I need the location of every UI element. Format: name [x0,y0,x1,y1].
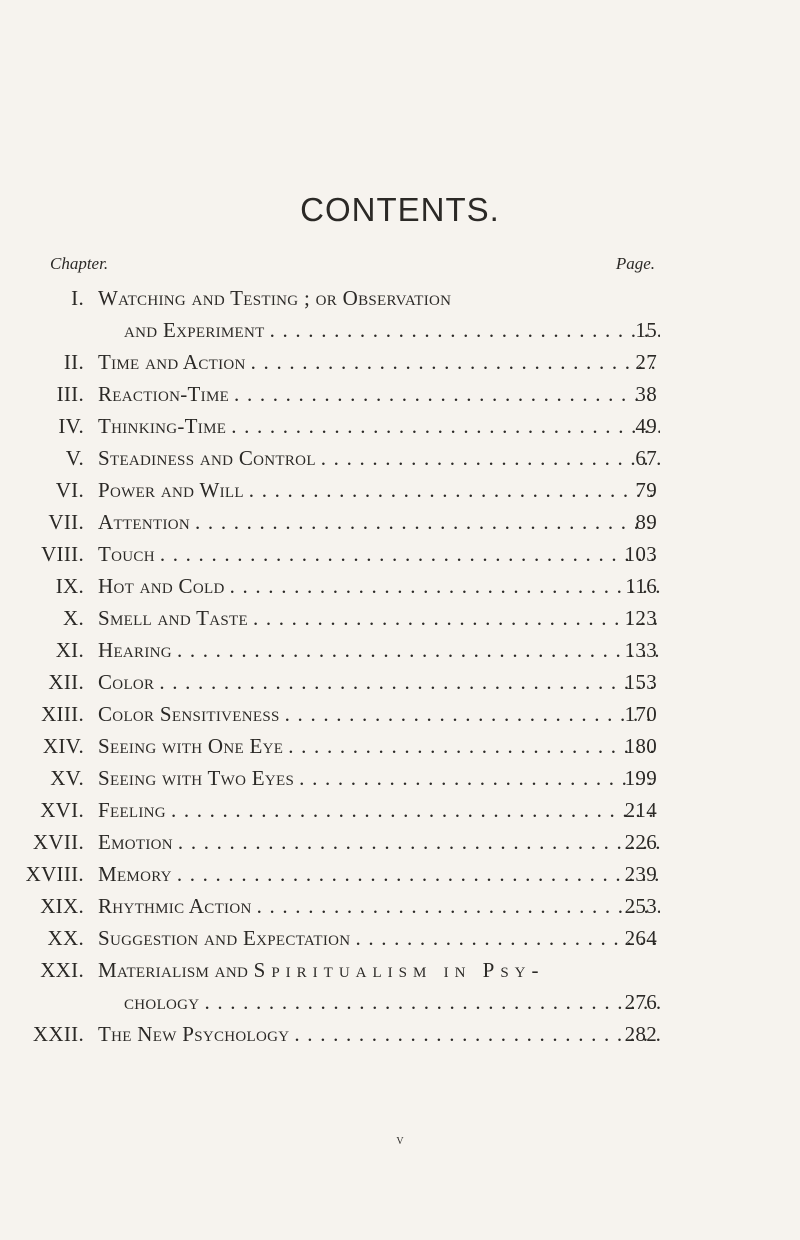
chapter-title: chology [124,990,200,1014]
chapter-title: Power and Will [98,478,244,502]
chapter-number: XVII. [32,830,84,854]
dot-leader [251,346,660,378]
chapter-title: Color [98,670,155,694]
page-column-heading: Page. [615,254,655,273]
chapter-title: Thinking-Time [98,414,227,438]
chapter-number: XXII. [32,1022,84,1046]
page-number: 133 [624,638,657,662]
dot-leader [355,922,660,954]
page-number: 79 [635,478,657,502]
toc-entry [0,730,800,762]
page-number: 239 [624,862,657,886]
chapter-title: Rhythmic Action [98,894,252,918]
chapter-title: Reaction-Time [98,382,230,406]
chapter-number: I. [71,286,84,310]
chapter-number: XI. [55,638,84,662]
chapter-title: The New Psychology [98,1022,290,1046]
dot-leader [159,666,660,698]
chapter-title: and Experiment [124,318,265,342]
toc-entry [0,794,800,826]
dot-leader [285,698,660,730]
dot-leader [257,890,660,922]
toc-entry [0,538,800,570]
chapter-title: Watching and Testing ; or Observation [98,286,452,310]
dot-leader [160,538,660,570]
page-number: 89 [635,510,657,534]
toc-entry [0,602,800,634]
chapter-title-part: Materialism and [98,958,254,982]
dot-leader [234,378,660,410]
chapter-title [98,954,545,986]
toc-entry [0,858,800,890]
dot-leader [178,826,660,858]
page-number: 49 [635,414,657,438]
chapter-title: Seeing with One Eye [98,734,284,758]
chapter-number: III. [56,382,84,406]
chapter-title: Hot and Cold [98,574,225,598]
chapter-number: XV. [50,766,84,790]
page-number: 170 [624,702,657,726]
chapter-number: XXI. [40,958,84,982]
toc-entry [0,762,800,794]
chapter-number: XIV. [42,734,84,758]
dot-leader [171,794,660,826]
dot-leader [204,986,660,1018]
toc-entry [0,346,800,378]
page-number: 282 [624,1022,657,1046]
chapter-title: Suggestion and Expectation [98,926,351,950]
chapter-title: Time and Action [98,350,246,374]
chapter-title: Seeing with Two Eyes [98,766,295,790]
chapter-number: XVI. [40,798,84,822]
chapter-title-part-spaced: Spiritualism in Psy- [253,958,545,982]
chapter-title: Color Sensitiveness [98,702,280,726]
chapter-number: V. [65,446,84,470]
chapter-number: IX. [55,574,84,598]
page-title: CONTENTS. [300,191,500,228]
chapter-title: Feeling [98,798,166,822]
chapter-number: VIII. [41,542,84,566]
dot-leader [195,506,660,538]
toc-entry [0,282,800,314]
toc-entry-continuation [0,986,800,1018]
chapter-number: XII. [48,670,84,694]
toc-entry [0,570,800,602]
chapter-number: XIX. [40,894,84,918]
chapter-number: XVIII. [25,862,84,886]
page-number: 276 [624,990,657,1014]
dot-leader [253,602,660,634]
dot-leader [177,634,660,666]
page-number: 264 [624,926,657,950]
chapter-title: Touch [98,542,155,566]
page-number: 123 [624,606,657,630]
chapter-number: X. [62,606,84,630]
page-number: 67 [635,446,657,470]
dot-leader [230,570,660,602]
table-of-contents [0,282,800,1050]
page-number: 253 [624,894,657,918]
page-number: 180 [624,734,657,758]
dot-leader [270,314,660,346]
page-number: 103 [624,542,657,566]
toc-entry [0,922,800,954]
dot-leader [321,442,660,474]
page-number: 226 [624,830,657,854]
toc-entry [0,954,800,986]
chapter-title: Smell and Taste [98,606,248,630]
toc-entry [0,378,800,410]
chapter-title: Emotion [98,830,173,854]
chapter-title: Memory [98,862,172,886]
chapter-number: XIII. [41,702,84,726]
chapter-number: II. [63,350,84,374]
toc-entry [0,1018,800,1050]
page-footer-numeral: v [396,1133,404,1148]
toc-entry [0,442,800,474]
page-number: 38 [635,382,657,406]
dot-leader [299,762,660,794]
chapter-number: IV. [58,414,84,438]
toc-entry [0,634,800,666]
chapter-number: XX. [47,926,84,950]
page-number: 116 [625,574,657,598]
dot-leader [177,858,660,890]
toc-entry [0,410,800,442]
page-number: 199 [624,766,657,790]
page-number: 27 [635,350,657,374]
toc-entry [0,890,800,922]
dot-leader [294,1018,660,1050]
page-number: 214 [624,798,657,822]
page-number: 15 [635,318,657,342]
chapter-number: VII. [48,510,84,534]
toc-entry [0,826,800,858]
toc-entry [0,506,800,538]
dot-leader [288,730,660,762]
toc-entry [0,474,800,506]
page-number: 153 [624,670,657,694]
chapter-number: VI. [55,478,84,502]
toc-entry-continuation [0,314,800,346]
dot-leader [249,474,660,506]
toc-entry [0,666,800,698]
chapter-title: Hearing [98,638,172,662]
chapter-title: Attention [98,510,191,534]
chapter-column-heading: Chapter. [50,254,109,273]
dot-leader [231,410,660,442]
toc-entry [0,698,800,730]
chapter-title: Steadiness and Control [98,446,316,470]
